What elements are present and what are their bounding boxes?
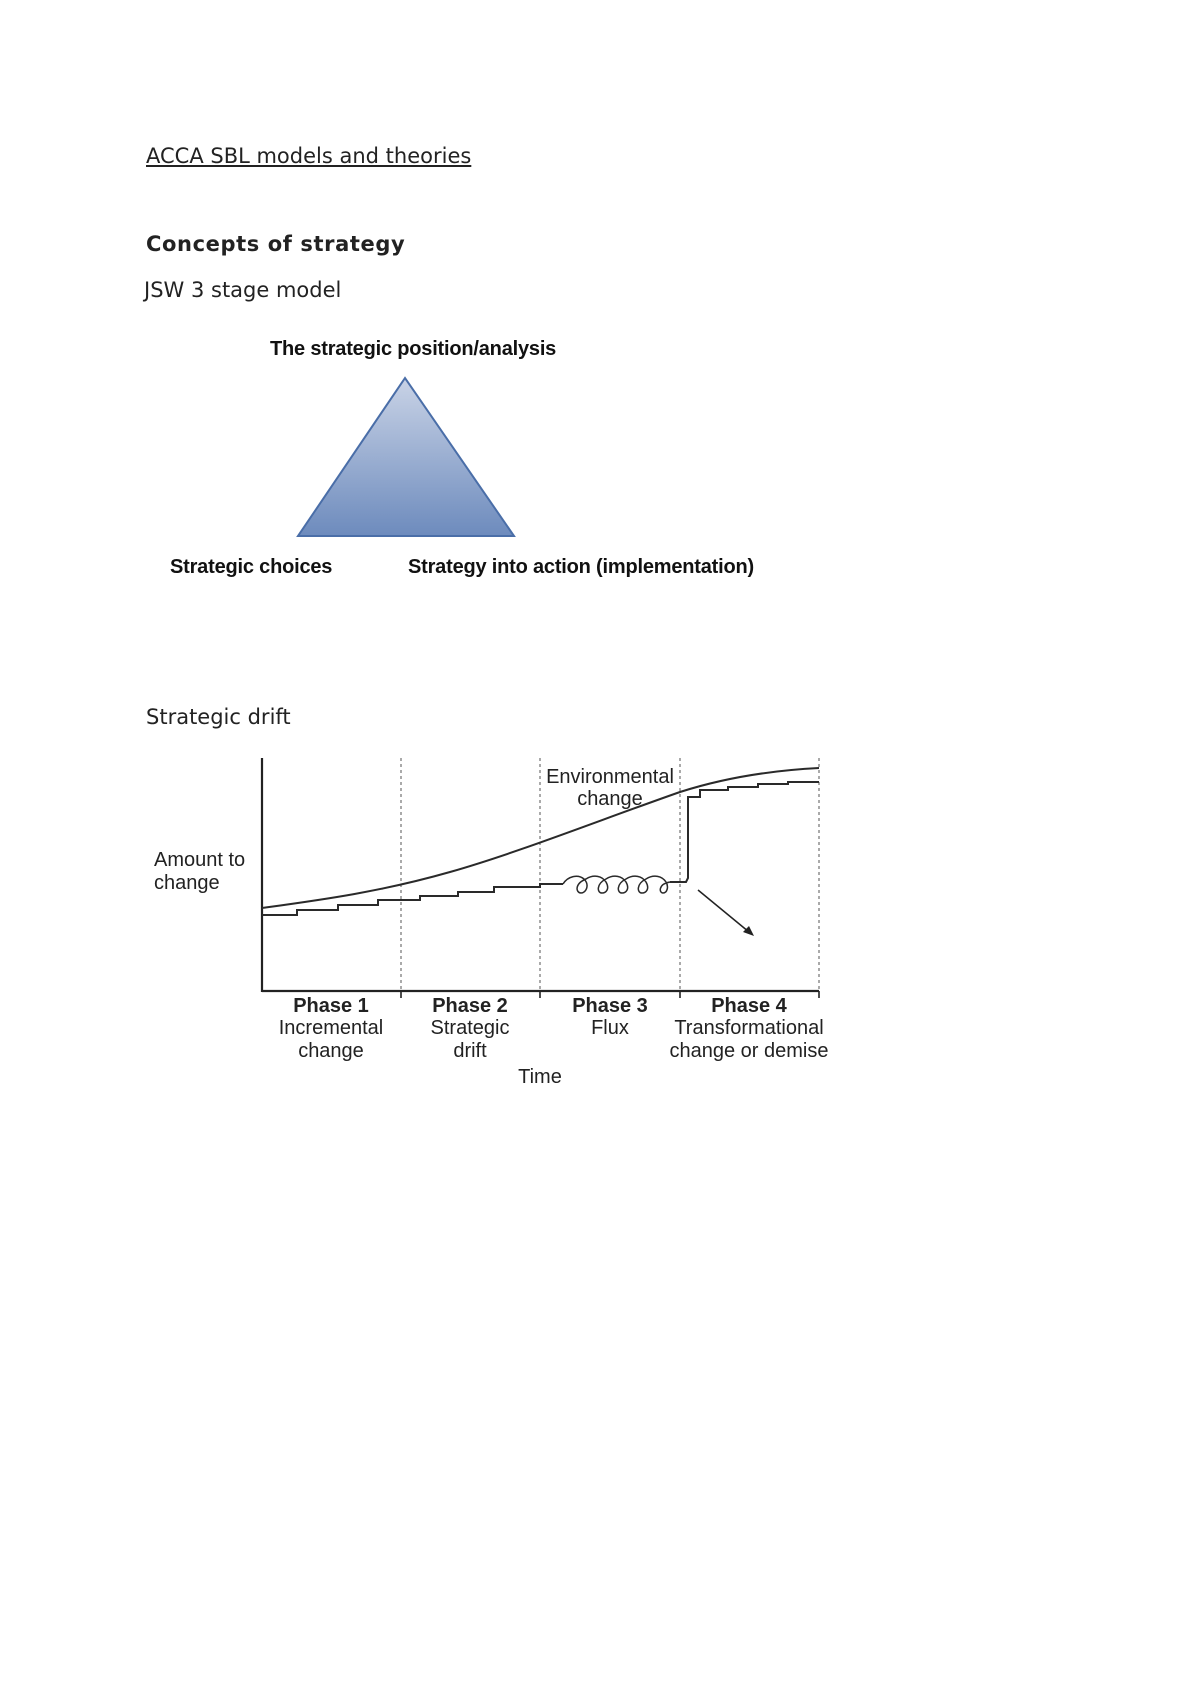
jsw-triangle	[298, 378, 514, 536]
y-axis-label-line-1: Amount to	[154, 849, 246, 871]
y-axis-label-line-2: change	[154, 872, 220, 894]
environmental-change-curve	[262, 768, 819, 908]
phase-dividers	[401, 758, 819, 991]
triangle-left-label: Strategic choices	[170, 556, 333, 578]
jsw-model-caption: JSW 3 stage model	[144, 278, 342, 302]
phase-ticks	[401, 991, 819, 998]
demise-arrow	[698, 890, 754, 936]
phase-1-desc-line-2: change	[298, 1040, 364, 1062]
annotation-line-1: Environmental	[546, 766, 674, 788]
phase-1-desc-line-1: Incremental	[278, 1017, 384, 1039]
annotation-line-2: change	[577, 788, 643, 810]
drift-axes	[262, 758, 819, 992]
phase-1-title: Phase 1	[293, 995, 369, 1017]
phase-2-desc-line-1: Strategic	[430, 1017, 510, 1039]
phase-2-title: Phase 2	[432, 995, 508, 1017]
phase-2-desc-line-2: drift	[453, 1040, 487, 1062]
phase-4-desc-line-1: Transformational	[674, 1017, 824, 1039]
triangle-right-label: Strategy into action (implementation)	[408, 556, 754, 578]
document-title: ACCA SBL models and theories	[146, 144, 472, 168]
strategy-change-steps	[262, 782, 819, 915]
triangle-top-label: The strategic position/analysis	[270, 338, 557, 360]
phase-3-desc-line-1: Flux	[591, 1017, 629, 1039]
strategic-drift-caption: Strategic drift	[146, 705, 291, 729]
x-axis-label: Time	[518, 1066, 562, 1088]
phase-4-title: Phase 4	[711, 995, 787, 1017]
phase-3-title: Phase 3	[572, 995, 648, 1017]
flux-loops	[563, 876, 670, 893]
section-heading: Concepts of strategy	[146, 232, 406, 256]
phase-4-desc-line-2: change or demise	[669, 1040, 829, 1062]
